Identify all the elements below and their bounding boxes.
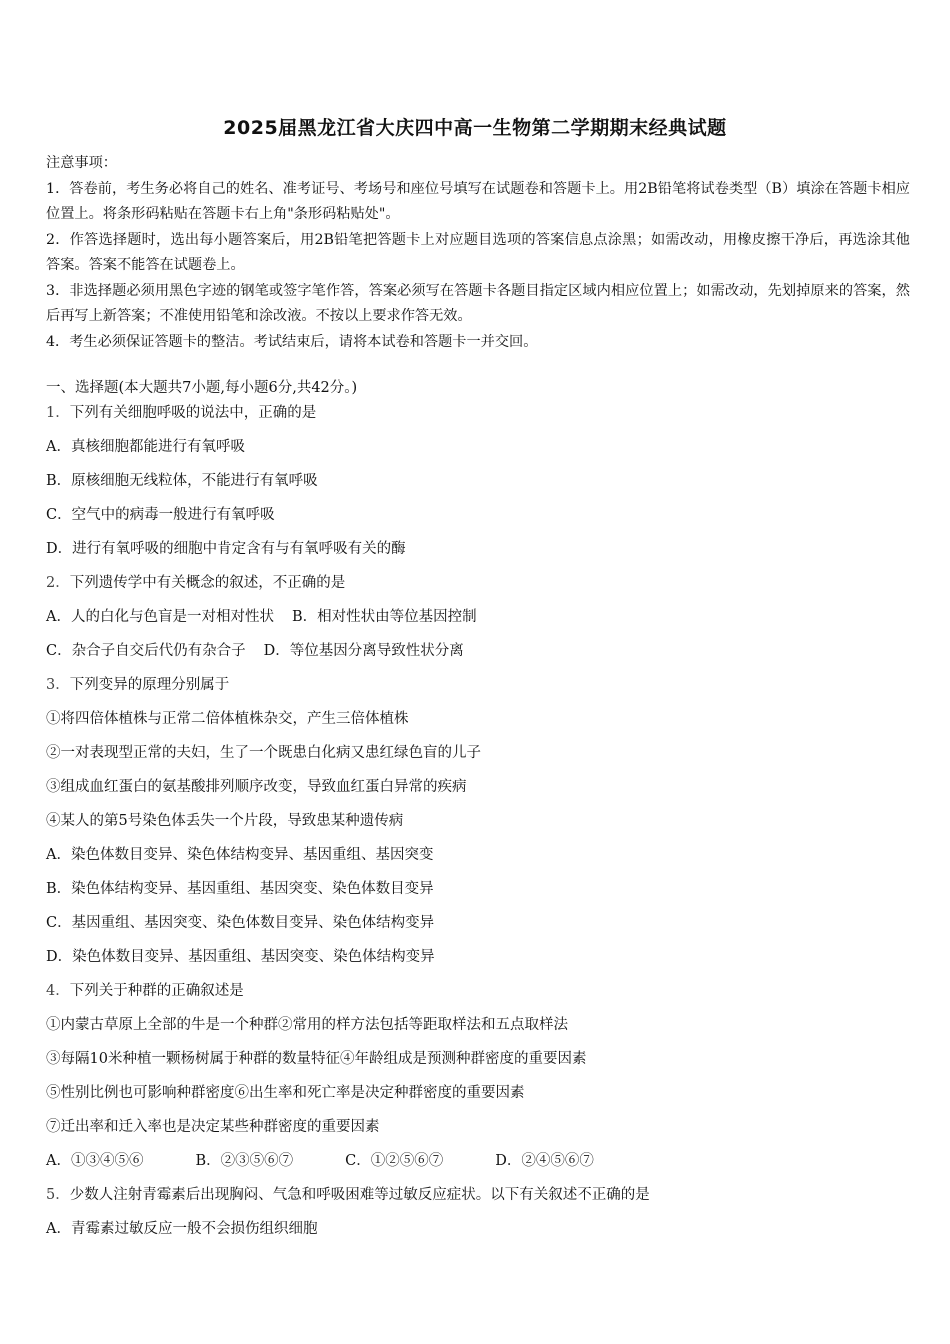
question-number: 2． (46, 575, 70, 591)
q2-options-ab (46, 605, 477, 626)
q3-statement-2: ②一对表现型正常的夫妇，生了一个既患白化病又患红绿色盲的儿子 (46, 745, 481, 761)
q3-option-b: B．染色体结构变异、基因重组、基因突变、染色体数目变异 (46, 881, 434, 897)
q4-option-a: A．①③④⑤⑥ (46, 1153, 144, 1169)
notes-item: 2．作答选择题时，选出每小题答案后，用2B铅笔把答题卡上对应题目选项的答案信息点涂黑；如需改动，用橡皮擦干净后，再选涂其他答案。答案不能答在试题卷上。 (46, 231, 910, 273)
section-heading: 一、选择题(本大题共7小题,每小题6分,共42分。) (46, 380, 358, 396)
question-2-stem (46, 571, 345, 592)
notes-item: 4．考生必须保证答题卡的整洁。考试结束后，请将本试卷和答题卡一并交回。 (46, 333, 538, 350)
q3-statement-4: ④某人的第5号染色体丢失一个片段，导致患某种遗传病 (46, 813, 404, 829)
q2-option-b: B．相对性状由等位基因控制 (291, 609, 477, 625)
question-text: 下列变异的原理分别属于 (69, 677, 230, 693)
q2-option-d: D．等位基因分离导致性状分离 (263, 643, 464, 659)
q4-statement-2: ③每隔10米种植一颗杨树属于种群的数量特征④年龄组成是预测种群密度的重要因素 (46, 1051, 587, 1067)
q4-statement-3: ⑤性别比例也可影响种群密度⑥出生率和死亡率是决定种群密度的重要因素 (46, 1085, 525, 1101)
q1-option-c: C．空气中的病毒一般进行有氧呼吸 (46, 507, 275, 523)
question-4-stem (46, 979, 244, 1000)
q3-option-a: A．染色体数目变异、染色体结构变异、基因重组、基因突变 (46, 847, 434, 863)
question-number: 4． (46, 983, 70, 999)
q4-option-c: C．①②⑤⑥⑦ (345, 1153, 444, 1169)
question-text: 下列有关细胞呼吸的说法中，正确的是 (69, 405, 317, 421)
q1-option-d: D．进行有氧呼吸的细胞中肯定含有与有氧呼吸有关的酶 (46, 541, 406, 557)
q3-option-c: C．基因重组、基因突变、染色体数目变异、染色体结构变异 (46, 915, 435, 931)
notes-block (46, 151, 910, 355)
q2-option-a: A．人的白化与色盲是一对相对性状 (46, 609, 274, 625)
question-5-stem (46, 1183, 650, 1204)
notes-item: 1．答卷前，考生务必将自己的姓名、准考证号、考场号和座位号填写在试题卷和答题卡上。用2B铅笔将试卷类型（B）填涂在答题卡相应位置上。将条形码粘贴在答题卡右上角"条形码粘贴处"。 (46, 180, 910, 222)
question-text: 下列关于种群的正确叙述是 (69, 983, 244, 999)
q3-statement-1: ①将四倍体植株与正常二倍体植株杂交，产生三倍体植株 (46, 711, 409, 727)
q2-options-cd (46, 639, 464, 660)
question-text: 下列遗传学中有关概念的叙述，不正确的是 (69, 575, 346, 591)
q3-option-d: D．染色体数目变异、基因重组、基因突变、染色体结构变异 (46, 949, 435, 965)
q2-option-c: C．杂合子自交后代仍有杂合子 (46, 643, 246, 659)
q4-options (46, 1149, 594, 1170)
q4-option-b: B．②③⑤⑥⑦ (195, 1153, 294, 1169)
q5-option-a: A．青霉素过敏反应一般不会损伤组织细胞 (46, 1221, 318, 1237)
question-text: 少数人注射青霉素后出现胸闷、气急和呼吸困难等过敏反应症状。以下有关叙述不正确的是 (69, 1187, 650, 1203)
q4-statement-1: ①内蒙古草原上全部的牛是一个种群②常用的样方法包括等距取样法和五点取样法 (46, 1017, 568, 1033)
question-3-stem (46, 673, 229, 694)
notes-item: 3．非选择题必须用黑色字迹的钢笔或签字笔作答，答案必须写在答题卡各题目指定区域内相应位置上；如需改动，先划掉原来的答案，然后再写上新答案；不准使用铅笔和涂改液。不按以上要求作答无效。 (46, 282, 910, 324)
question-number: 3． (46, 677, 70, 693)
q1-option-b: B．原核细胞无线粒体，不能进行有氧呼吸 (46, 473, 318, 489)
q4-option-d: D．②④⑤⑥⑦ (495, 1153, 594, 1169)
notes-heading: 注意事项： (46, 155, 117, 171)
question-1-stem (46, 401, 316, 422)
q4-statement-4: ⑦迁出率和迁入率也是决定某些种群密度的重要因素 (46, 1119, 380, 1135)
q3-statement-3: ③组成血红蛋白的氨基酸排列顺序改变，导致血红蛋白异常的疾病 (46, 779, 467, 795)
question-number: 5． (46, 1187, 70, 1203)
q1-option-a: A．真核细胞都能进行有氧呼吸 (46, 439, 245, 455)
question-number: 1． (46, 405, 70, 421)
page-title: 2025届黑龙江省大庆四中高一生物第二学期期末经典试题 (223, 117, 727, 139)
